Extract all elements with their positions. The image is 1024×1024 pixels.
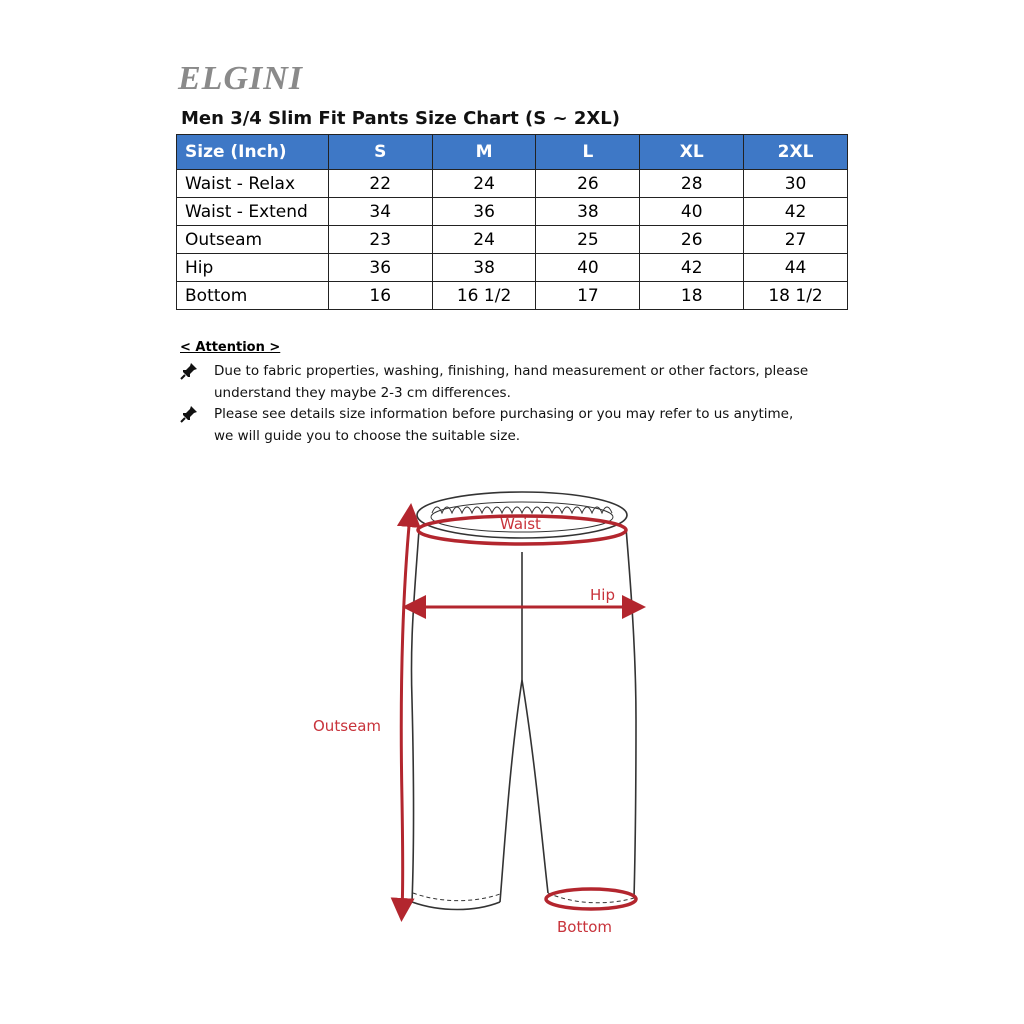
table-cell: 26 (640, 226, 744, 254)
column-header: XL (640, 135, 744, 170)
pants-outline (411, 492, 636, 910)
table-cell: 38 (432, 254, 536, 282)
table-cell: 16 1/2 (432, 282, 536, 310)
column-header: M (432, 135, 536, 170)
outseam-measure (401, 515, 410, 910)
table-cell: 30 (744, 170, 848, 198)
table-cell: 27 (744, 226, 848, 254)
table-cell: 40 (640, 198, 744, 226)
table-cell: 18 (640, 282, 744, 310)
table-cell: 26 (536, 170, 640, 198)
measurement-marks (401, 515, 636, 910)
hip-label: Hip (590, 586, 615, 604)
table-cell: 24 (432, 170, 536, 198)
table-cell: 18 1/2 (744, 282, 848, 310)
outseam-label: Outseam (313, 717, 382, 735)
row-label: Bottom (177, 282, 329, 310)
table-cell: 17 (536, 282, 640, 310)
column-header: Size (Inch) (177, 135, 329, 170)
column-header: 2XL (744, 135, 848, 170)
attention-heading: < Attention > (180, 340, 281, 355)
table-cell: 36 (432, 198, 536, 226)
table-cell: 25 (536, 226, 640, 254)
row-label: Waist - Relax (177, 170, 329, 198)
table-cell: 28 (640, 170, 744, 198)
table-cell: 36 (328, 254, 432, 282)
table-cell: 42 (640, 254, 744, 282)
column-header: S (328, 135, 432, 170)
table-cell: 16 (328, 282, 432, 310)
bottom-label: Bottom (557, 918, 613, 936)
table-cell: 23 (328, 226, 432, 254)
bottom-measure (546, 889, 636, 909)
row-label: Outseam (177, 226, 329, 254)
row-label: Waist - Extend (177, 198, 329, 226)
table-cell: 22 (328, 170, 432, 198)
waist-label: Waist (500, 515, 541, 533)
column-header: L (536, 135, 640, 170)
page-title: Men 3/4 Slim Fit Pants Size Chart (S ~ 2XL) (181, 108, 620, 129)
table-cell: 44 (744, 254, 848, 282)
table-cell: 42 (744, 198, 848, 226)
attention-note: Please see details size information before purchasing or you may refer to us anytime, we will guide you to choose the suitable size. (214, 406, 794, 444)
table-cell: 24 (432, 226, 536, 254)
row-label: Hip (177, 254, 329, 282)
table-cell: 34 (328, 198, 432, 226)
attention-note: Due to fabric properties, washing, finishing, hand measurement or other factors, please understand they maybe 2-3 cm differences. (214, 363, 809, 401)
table-cell: 40 (536, 254, 640, 282)
table-cell: 38 (536, 198, 640, 226)
brand-logo: ELGINI (178, 60, 304, 97)
